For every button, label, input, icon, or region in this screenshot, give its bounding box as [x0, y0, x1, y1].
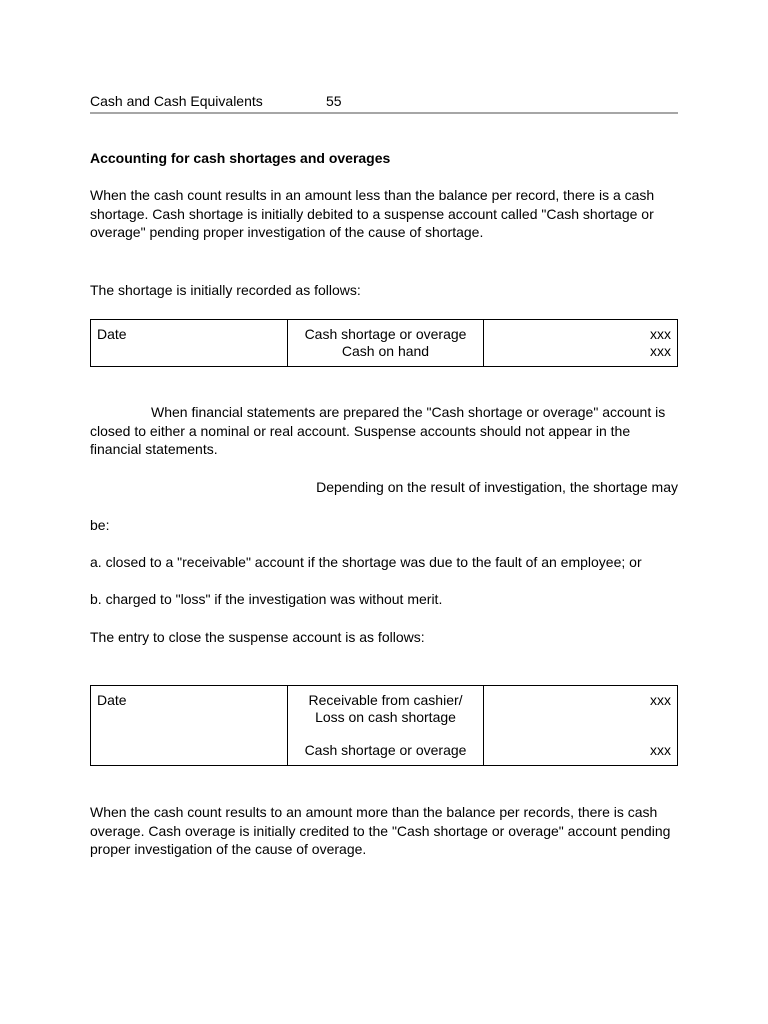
section-heading: Accounting for cash shortages and overages: [90, 150, 391, 166]
spacer: [490, 709, 671, 726]
table-row: [91, 686, 678, 766]
paragraph-shortage: When the cash count results in an amount less than the balance per record, there is a cash shortage. Cash shortage is initially debited to a suspense account called "Cash shortage or overage" pending proper investigation of the cause of shortage.: [90, 187, 655, 240]
paragraph-overage: When the cash count results to an amount more than the balance per records, there is cash overage. Cash overage is initially credited to the "Cash shortage or overage" account pending proper investigation of the cause of overage.: [90, 804, 671, 857]
spacer: [490, 726, 671, 742]
debit-account-1: Receivable from cashier/: [308, 692, 463, 708]
header-page-number: 55: [326, 93, 342, 109]
table-row: [91, 320, 678, 367]
page-header: [90, 92, 678, 114]
credit-amount: xxx: [650, 742, 671, 758]
entry-date: Date: [91, 320, 288, 367]
debit-amount: xxx: [650, 326, 671, 342]
debit-amount: xxx: [650, 692, 671, 708]
journal-entry-close: [90, 685, 678, 766]
option-b: b. charged to "loss" if the investigation was without merit.: [90, 591, 443, 607]
entry-amounts: [484, 686, 678, 766]
debit-account: Cash shortage or overage: [304, 326, 467, 342]
credit-amount: xxx: [650, 343, 671, 359]
entry-accounts: [288, 320, 484, 367]
entry-amounts: [484, 320, 678, 367]
journal-entry-initial: [90, 319, 678, 367]
spacer: [294, 726, 477, 742]
credit-account: Cash shortage or overage: [304, 742, 467, 758]
debit-account-2: Loss on cash shortage: [315, 709, 456, 725]
header-title: Cash and Cash Equivalents: [90, 93, 263, 109]
paragraph-financial-statements: When financial statements are prepared the "Cash shortage or overage" account is closed to either a nominal or real account. Suspense accounts should not appear in the financial statements.: [90, 404, 666, 457]
paragraph-recorded: The shortage is initially recorded as follows:: [90, 282, 361, 298]
entry-date: Date: [91, 686, 288, 766]
paragraph-depending: Depending on the result of investigation, the shortage may: [316, 479, 678, 495]
option-a: a. closed to a "receivable" account if the shortage was due to the fault of an employee; or: [90, 554, 642, 570]
credit-account: Cash on hand: [341, 343, 430, 359]
paragraph-be: be:: [90, 517, 110, 533]
entry-accounts: [288, 686, 484, 766]
paragraph-entry-close: The entry to close the suspense account is as follows:: [90, 629, 425, 645]
